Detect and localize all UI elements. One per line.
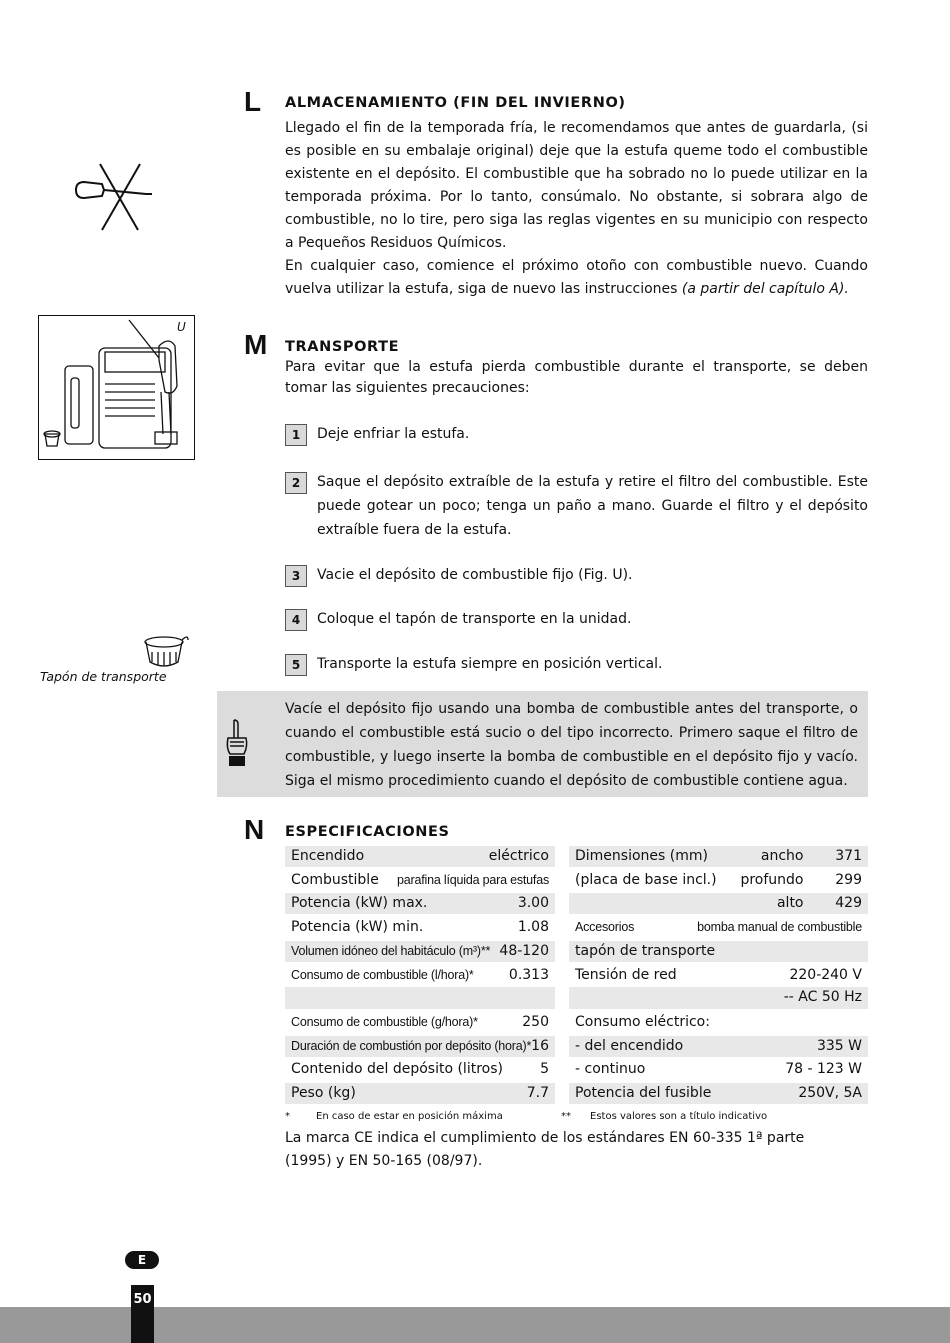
screwdriver-crossed-icon — [72, 160, 154, 232]
step-number-5: 5 — [285, 654, 307, 676]
spec-label: Potencia (kW) min. — [291, 919, 424, 935]
table-row — [569, 941, 868, 962]
spec-label: Consumo eléctrico: — [575, 1014, 710, 1030]
step-text-4: Coloque el tapón de transporte en la unidad. — [317, 611, 632, 627]
table-row — [569, 870, 868, 891]
section-title-storage: ALMACENAMIENTO (FIN DEL INVIERNO) — [285, 95, 626, 111]
storage-paragraph-1: Llegado el fin de la temporada fría, le recomendamos que antes de guardarla, (si es posible en su embalaje original) deje que la estufa queme todo el combustible existente en el depósito. El combustible que ha sobrado no lo puede utilizar en la temporada próxima. Por lo tanto, consúmalo. No obstante, si sobrara algo de combustible, no lo tire, pero siga las reglas vigentes en su municipio con respecto a Pequeños Residuos Químicos. — [285, 120, 868, 251]
step-number-2: 2 — [285, 472, 307, 494]
step-text-5: Transporte la estufa siempre en posición vertical. — [317, 656, 663, 672]
ce-text: La marca CE indica el cumplimiento de los estándares EN 60-335 1ª parte (1995) y EN 50-165 (08/97). — [285, 1130, 805, 1169]
footnote-1: En caso de estar en posición máxima — [316, 1111, 503, 1122]
spec-label — [575, 893, 725, 914]
spec-value: 7.7 — [526, 1085, 549, 1101]
spec-label: Combustible — [291, 872, 379, 888]
spec-label: Potencia del fusible — [575, 1085, 712, 1101]
figure-u-label: U — [177, 320, 186, 334]
spec-value: 78 - 123 W — [785, 1061, 862, 1077]
transport-intro: Para evitar que la estufa pierda combustible durante el transporte, se deben tomar las siguientes precauciones: — [285, 359, 868, 396]
spec-label: Volumen idóneo del habitáculo (m³)** — [291, 944, 491, 958]
spec-label: Consumo de combustible (l/hora)* — [291, 968, 474, 982]
storage-paragraph-2-text: En cualquier caso, comience el próximo otoño con combustible nuevo. Cuando vuelva utilizar la estufa, siga de nuevo las instrucciones — [285, 258, 868, 297]
step-text-1: Deje enfriar la estufa. — [317, 426, 470, 442]
spec-label: Duración de combustión por depósito (hora)* — [291, 1039, 532, 1053]
step-number-4: 4 — [285, 609, 307, 631]
table-row — [569, 846, 868, 867]
spec-label: Contenido del depósito (litros) — [291, 1061, 503, 1077]
table-row — [285, 846, 555, 867]
table-row — [569, 1083, 868, 1104]
spec-value: 220-240 V — [789, 967, 862, 983]
figure-u-heater — [38, 315, 195, 460]
spec-label: Potencia (kW) max. — [291, 895, 428, 911]
spec-label: - del encendido — [575, 1038, 684, 1054]
table-row — [285, 870, 555, 891]
table-row — [285, 1012, 555, 1033]
spec-label: Encendido — [291, 848, 365, 864]
spec-value: 371 — [835, 848, 862, 864]
spec-value: parafina líquida para estufas — [397, 873, 549, 887]
spec-mid: ancho — [760, 848, 804, 864]
transport-cap-caption: Tapón de transporte — [40, 669, 167, 684]
storage-paragraph-2-ref: (a partir del capítulo A). — [681, 281, 849, 297]
table-row-empty — [285, 987, 555, 1009]
table-row — [285, 893, 555, 914]
page-number: 50 — [131, 1285, 154, 1343]
footnote-2: Estos valores son a título indicativo — [590, 1111, 768, 1122]
spec-value: 5 — [540, 1061, 549, 1077]
table-row — [569, 893, 868, 914]
table-row — [569, 1036, 868, 1057]
step-number-1: 1 — [285, 424, 307, 446]
spec-value: 3.00 — [517, 895, 549, 911]
spec-mid: profundo — [740, 872, 804, 888]
transport-cap-icon — [142, 634, 192, 672]
spec-label: Tensión de red — [575, 967, 677, 983]
language-badge: E — [125, 1251, 159, 1269]
table-row — [285, 941, 555, 962]
table-row — [569, 965, 868, 986]
spec-label: Dimensiones (mm) — [575, 848, 708, 864]
table-row — [569, 987, 868, 1009]
spec-label: - continuo — [575, 1061, 646, 1077]
spec-value: 1.08 — [517, 919, 549, 935]
table-row — [285, 1059, 555, 1080]
storage-paragraph-2 — [285, 255, 868, 301]
spec-label: (placa de base incl.) — [575, 872, 717, 888]
note-text: Vacíe el depósito fijo usando una bomba de combustible antes del transporte, o cuando el combustible está sucio o del tipo incorrecto. Primero saque el filtro de combustible, y luego inserte la bomba de combustible en el depósito fijo y vacío. Siga el mismo procedimiento cuando el depósito de combustible contiene agua. — [285, 701, 858, 789]
spec-mid: alto — [776, 895, 804, 911]
step-text-3: Vacie el depósito de combustible fijo (Fig. U). — [317, 567, 633, 583]
spec-value: 250 — [522, 1014, 549, 1030]
spec-value: 48-120 — [499, 943, 549, 959]
spec-value: 335 W — [816, 1038, 862, 1054]
spec-value: eléctrico — [488, 848, 549, 864]
table-row — [285, 1036, 555, 1057]
spec-value: bomba manual de combustible — [697, 920, 862, 934]
heater-pump-illustration — [39, 316, 193, 458]
spec-label: Peso (kg) — [291, 1085, 356, 1101]
spec-value: -- AC 50 Hz — [783, 989, 862, 1005]
section-title-specs: ESPECIFICACIONES — [285, 824, 450, 840]
spec-label: Consumo de combustible (g/hora)* — [291, 1015, 478, 1029]
table-row — [285, 1083, 555, 1104]
table-row — [285, 917, 555, 938]
spec-value: 429 — [835, 895, 862, 911]
table-row — [285, 965, 555, 986]
footnote-1-mark: * — [285, 1111, 290, 1122]
footnote-2-mark: ** — [561, 1111, 571, 1122]
section-letter-l: L — [244, 86, 262, 117]
table-row — [569, 1012, 868, 1033]
section-letter-n: N — [244, 814, 265, 845]
pointing-hand-icon — [224, 718, 250, 768]
step-number-3: 3 — [285, 565, 307, 587]
spec-value: 250V, 5A — [798, 1085, 862, 1101]
spec-label: Accesorios — [575, 920, 635, 934]
spec-label: tapón de transporte — [575, 943, 716, 959]
spec-value: 299 — [835, 872, 862, 888]
spec-value: 16 — [531, 1038, 549, 1054]
table-row — [569, 1059, 868, 1080]
storage-text — [285, 117, 868, 301]
spec-value: 0.313 — [508, 967, 549, 983]
step-text-2: Saque el depósito extraíble de la estufa y retire el filtro del combustible. Este puede gotear un poco; tenga un paño a mano. Guarde el filtro y el depósito extraíble fuera de la estufa. — [317, 474, 868, 538]
section-letter-m: M — [244, 329, 268, 360]
table-row — [569, 917, 868, 938]
section-title-transport: TRANSPORTE — [285, 339, 400, 355]
